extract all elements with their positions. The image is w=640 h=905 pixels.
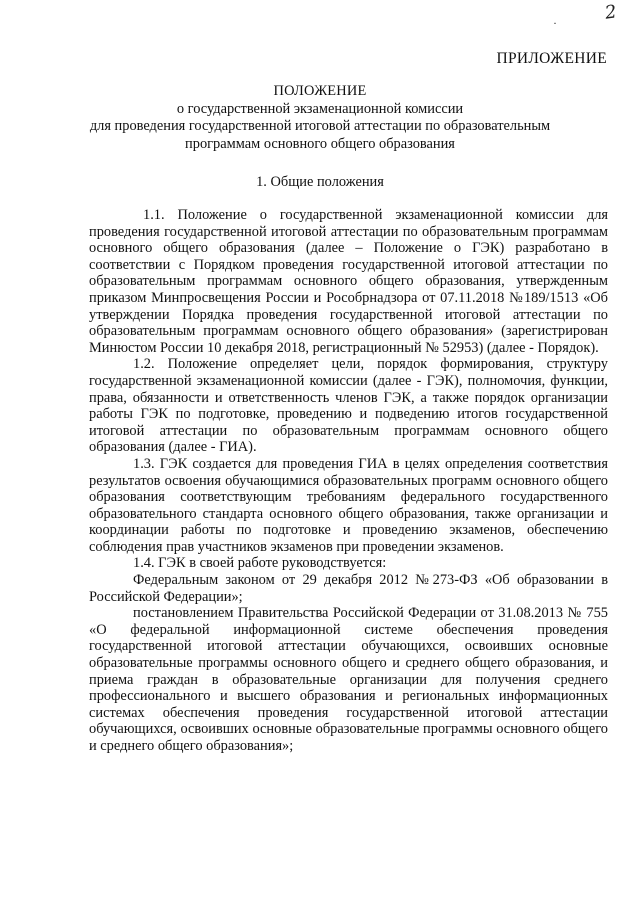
appendix-label: ПРИЛОЖЕНИЕ	[496, 50, 607, 67]
title-line-1: ПОЛОЖЕНИЕ	[273, 83, 367, 99]
document-body	[89, 207, 608, 755]
paragraph-1-4: 1.4. ГЭК в своей работе руководствуется:	[133, 555, 387, 572]
paragraph-1-2: 1.2. Положение определяет цели, порядок формирования, структуру государственной экзаменационной комиссии (далее - ГЭК), полномочия, функции, права, обязанности и ответственность членов ГЭК, а также порядок организации работы ГЭК по подготовке, проведению и подведению итогов государственной итоговой аттестации по образовательным программам основного общего образования (далее - ГИА).	[89, 356, 608, 456]
paragraph-1-3: 1.3. ГЭК создается для проведения ГИА в целях определения соответствия результатов освоения обучающимися образовательных программ основного общего образования соответствующим требованиям федерального государственного образовательного стандарта основного общего образования, также организации и координации работы по подготовке и проведению экзаменов, обеспечению соблюдения прав участников экзаменов при проведении экзаменов.	[89, 455, 608, 555]
title-line-3: для проведения государственной итоговой аттестации по образовательным	[89, 118, 551, 135]
title-line-2: о государственной экзаменационной комиссии	[176, 100, 464, 117]
paragraph-federal-law: Федеральным законом от 29 декабря 2012 №273-ФЗ «Об образовании в Российской Федерации»;	[89, 572, 608, 605]
paragraph-1-1: 1.1. Положение о государственной экзаменационной комиссии для проведения государственной итоговой аттестации по образовательным программам основного общего образования (далее – Положение о ГЭК) разработано в соответствии с Порядком проведения государственной итоговой аттестации по образовательным программам основного общего образования, утвержденным приказом Минпросвещения России и Рособрнадзора от 07.11.2018 №189/1513 «Об утверждении Порядка проведения государственной итоговой аттестации по образовательным программам основного общего образования» (зарегистрирован Минюстом России 10 декабря 2018, регистрационный № 52953) (далее - Порядок).	[89, 207, 608, 356]
title-line-4: программам основного общего образования	[185, 135, 455, 152]
document-title	[0, 83, 640, 153]
handwritten-page-number: 2	[603, 1, 618, 24]
section-heading: 1. Общие положения	[256, 174, 384, 190]
paragraph-government-decree: постановлением Правительства Российской Федерации от 31.08.2013 № 755 «О федеральной информационной системе обеспечения проведения государственной итоговой аттестации обучающихся, освоивших основные образовательные программы основного общего и среднего общего образования, и приема граждан в образовательные организации для получения среднего профессионального и высшего образования и региональных информационных системах обеспечения проведения государственной итоговой аттестации обучающихся, освоивших основные образовательные программы основного общего и среднего общего образования»;	[89, 605, 608, 754]
corner-dot: ·	[553, 16, 557, 30]
